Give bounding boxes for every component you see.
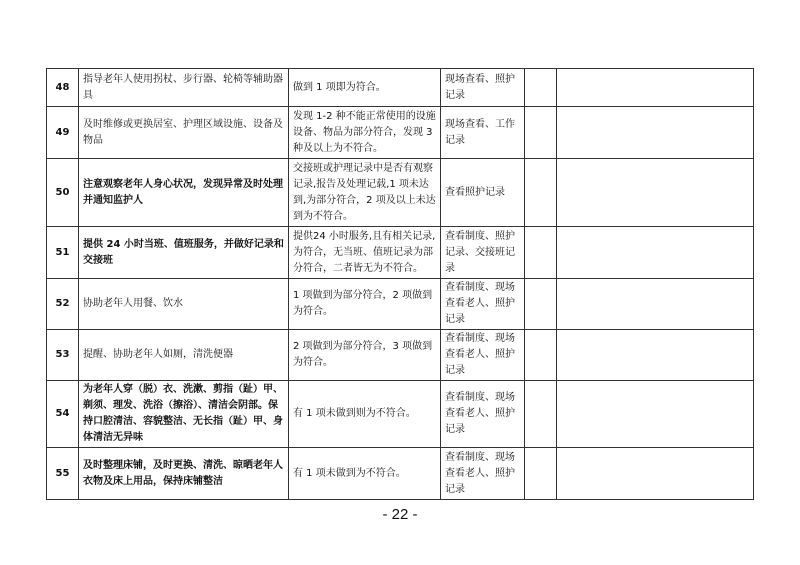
row-number: 48 <box>47 69 79 107</box>
checklist-table <box>46 68 754 500</box>
row-number: 54 <box>47 381 79 448</box>
row-number: 52 <box>47 279 79 330</box>
blank-cell <box>557 227 754 279</box>
table-row <box>47 381 754 448</box>
method-cell: 现场查看、照护记录 <box>441 69 525 107</box>
blank-cell <box>525 227 557 279</box>
table-row <box>47 448 754 500</box>
blank-cell <box>557 448 754 500</box>
blank-cell <box>557 159 754 227</box>
blank-cell <box>557 107 754 159</box>
method-cell: 查看制度、现场查看老人、照护记录 <box>441 448 525 500</box>
blank-cell <box>525 381 557 448</box>
item-cell: 及时维修或更换居室、护理区域设施、设备及物品 <box>79 107 289 159</box>
page-number: - 22 - <box>382 506 418 523</box>
table-row <box>47 69 754 107</box>
method-cell: 查看制度、照护记录、交接班记录 <box>441 227 525 279</box>
table-row <box>47 279 754 330</box>
blank-cell <box>557 381 754 448</box>
row-number: 55 <box>47 448 79 500</box>
item-cell: 注意观察老年人身心状况，发现异常及时处理并通知监护人 <box>79 159 289 227</box>
table-row <box>47 107 754 159</box>
method-cell: 查看制度、现场查看老人、照护记录 <box>441 279 525 330</box>
table-row <box>47 159 754 227</box>
standard-cell: 做到 1 项即为符合。 <box>289 69 441 107</box>
standard-cell: 有 1 项未做到则为不符合。 <box>289 381 441 448</box>
method-cell: 现场查看、工作记录 <box>441 107 525 159</box>
item-cell: 协助老年人用餐、饮水 <box>79 279 289 330</box>
row-number: 49 <box>47 107 79 159</box>
blank-cell <box>525 448 557 500</box>
standard-cell: 发现 1-2 种不能正常使用的设施设备、物品为部分符合，发现 3 种及以上为不符合。 <box>289 107 441 159</box>
blank-cell <box>557 69 754 107</box>
blank-cell <box>557 279 754 330</box>
row-number: 53 <box>47 330 79 381</box>
method-cell: 查看照护记录 <box>441 159 525 227</box>
row-number: 51 <box>47 227 79 279</box>
table-row <box>47 330 754 381</box>
standard-cell: 有 1 项未做到为不符合。 <box>289 448 441 500</box>
standard-cell: 1 项做到为部分符合，2 项做到为符合。 <box>289 279 441 330</box>
blank-cell <box>525 159 557 227</box>
method-cell: 查看制度、现场查看老人、照护记录 <box>441 330 525 381</box>
standard-cell: 交接班或护理记录中是否有观察记录,报告及处理记载,1 项未达到,为部分符合，2 项及以上未达到为不符合。 <box>289 159 441 227</box>
item-cell: 为老年人穿（脱）衣、洗漱、剪指（趾）甲、剃须、理发、洗浴（擦浴）、清洁会阴部。保持口腔清洁、容貌整洁、无长指（趾）甲、身体清洁无异味 <box>79 381 289 448</box>
table-row <box>47 227 754 279</box>
method-cell: 查看制度、现场查看老人、照护记录 <box>441 381 525 448</box>
blank-cell <box>525 69 557 107</box>
standard-cell: 提供24 小时服务,且有相关记录,为符合，无当班、值班记录为部分符合，二者皆无为不符合。 <box>289 227 441 279</box>
item-cell: 指导老年人使用拐杖、步行器、轮椅等辅助器具 <box>79 69 289 107</box>
blank-cell <box>525 107 557 159</box>
blank-cell <box>525 279 557 330</box>
row-number: 50 <box>47 159 79 227</box>
standard-cell: 2 项做到为部分符合，3 项做到为符合。 <box>289 330 441 381</box>
blank-cell <box>525 330 557 381</box>
item-cell: 提醒、协助老年人如厕，清洗便器 <box>79 330 289 381</box>
item-cell: 及时整理床铺，及时更换、清洗、晾晒老年人衣物及床上用品，保持床铺整洁 <box>79 448 289 500</box>
blank-cell <box>557 330 754 381</box>
item-cell: 提供 24 小时当班、值班服务，并做好记录和交接班 <box>79 227 289 279</box>
